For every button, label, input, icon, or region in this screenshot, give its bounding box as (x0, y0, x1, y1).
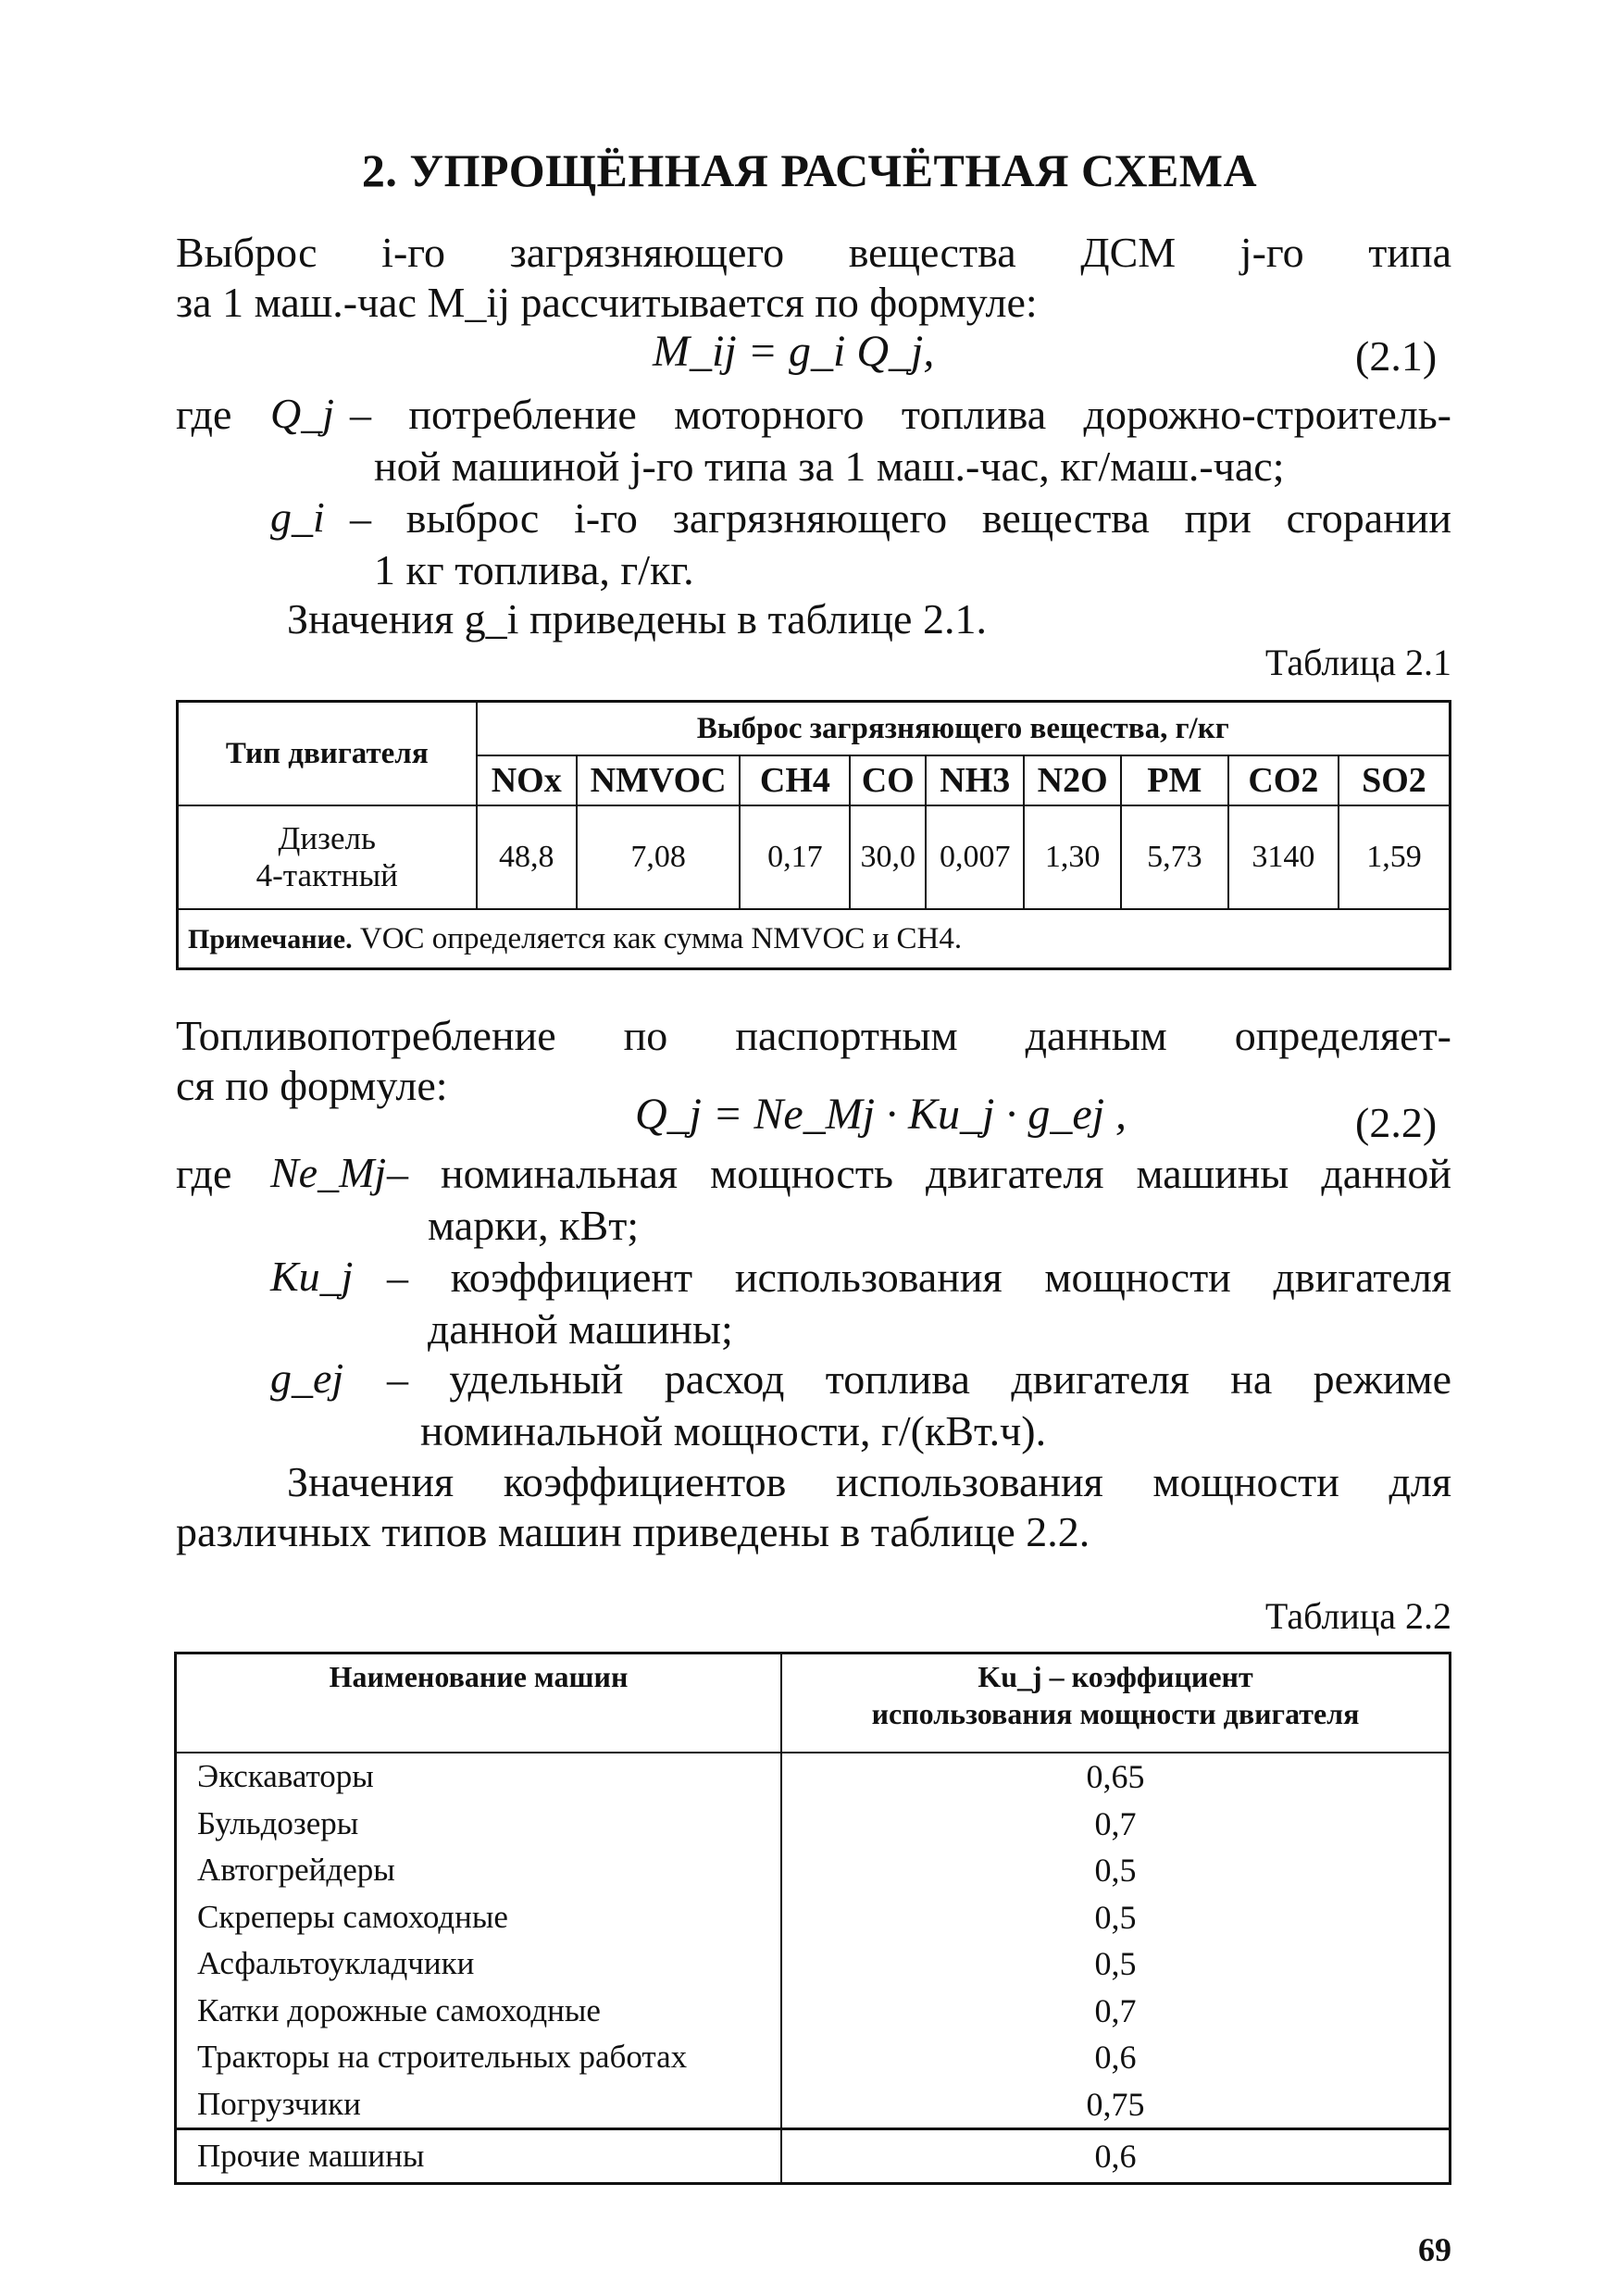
table-row-other (176, 2129, 1451, 2184)
intro-paragraph (176, 228, 1451, 328)
page-number: 69 (1418, 2231, 1451, 2268)
formula-2-1-number: (2.1) (1355, 332, 1438, 380)
table-row (176, 1847, 1451, 1894)
machine-name: Скреперы самоходные (176, 1894, 782, 1941)
table-row (176, 1753, 1451, 1801)
col-so2: SO2 (1339, 755, 1451, 805)
value-co2: 3140 (1228, 805, 1339, 909)
coef-paragraph (176, 1457, 1451, 1557)
col-machine-name: Наименование машин (176, 1653, 782, 1753)
machine-value: 0,65 (781, 1753, 1451, 1801)
note-label: Примечание. (188, 923, 353, 955)
machine-value: 0,5 (781, 1847, 1451, 1894)
table-row (176, 1940, 1451, 1988)
value-so2: 1,59 (1339, 805, 1451, 909)
table-row (176, 1988, 1451, 2035)
note-text: VOC определяется как сумма NMVOC и CH4. (359, 921, 963, 955)
intro-line-2: за 1 маш.-час M_ij рассчитывается по формуле: (176, 279, 1038, 326)
col-nox: NOx (477, 755, 577, 805)
machine-name: Асфальтоукладчики (176, 1940, 782, 1988)
definition-g-i: – выброс i-го загрязняющего вещества при сгорании 1 кг топлива, г/кг. (350, 494, 1451, 593)
machine-value: 0,7 (781, 1988, 1451, 2035)
symbol-g-i: g_i (270, 493, 325, 541)
value-n2o: 1,30 (1024, 805, 1120, 909)
value-nmvoc: 7,08 (577, 805, 740, 909)
col-coefficient: Ku_j – коэффициент использования мощности двигателя (781, 1653, 1451, 1753)
value-nox: 48,8 (477, 805, 577, 909)
table-row (176, 2034, 1451, 2081)
machine-value: 0,7 (781, 1801, 1451, 1848)
value-nh3: 0,007 (926, 805, 1024, 909)
fuel-line-2: ся по формуле: (176, 1062, 448, 1109)
table-row (176, 1894, 1451, 1941)
formula-2-1: M_ij = g_i Q_j, (653, 327, 935, 376)
value-ch4: 0,17 (740, 805, 850, 909)
col-engine-type: Тип двигателя (178, 702, 477, 806)
col-co2: CO2 (1228, 755, 1339, 805)
where-label-1: где (176, 391, 232, 438)
symbol-ku-j: Ku_j (270, 1253, 354, 1300)
definition-g-ej: – удельный расход топлива двигателя на режиме номинальной мощности, г/(кВт.ч). (387, 1355, 1451, 1454)
formula-2-2-number: (2.2) (1355, 1099, 1438, 1146)
machine-name: Погрузчики (176, 2081, 782, 2129)
machine-name: Бульдозеры (176, 1801, 782, 1848)
symbol-g-ej: g_ej (270, 1354, 344, 1402)
machine-value: 0,75 (781, 2081, 1451, 2129)
intro-line-1: Выброс i-го загрязняющего вещества ДСМ j-го типа (176, 229, 1451, 276)
fuel-line-1: Топливопотребление по паспортным данным определяет- (176, 1012, 1451, 1059)
col-n2o: N2O (1024, 755, 1120, 805)
coef-line-2: различных типов машин приведены в таблице 2.2. (176, 1508, 1090, 1555)
definition-q-j: – потребление моторного топлива дорожно-строитель- ной машиной j-го типа за 1 маш.-час, кг/маш.-час; (350, 391, 1451, 490)
table-row (176, 2081, 1451, 2129)
machine-name: Тракторы на строительных работах (176, 2034, 782, 2081)
definition-ne-mj: – номинальная мощность двигателя машины данной марки, кВт; (387, 1150, 1451, 1249)
col-pm: PM (1121, 755, 1228, 805)
value-pm: 5,73 (1121, 805, 1228, 909)
definition-ku-j: – коэффициент использования мощности двигателя данной машины; (387, 1254, 1451, 1353)
table-2-2-label: Таблица 2.2 (1264, 1595, 1451, 1637)
table-2-2 (174, 1652, 1451, 2185)
symbol-ne-mj: Ne_Mj (270, 1149, 387, 1196)
section-heading: 2. УПРОЩЁННАЯ РАСЧЁТНАЯ СХЕМА (361, 144, 1258, 196)
machine-value: 0,5 (781, 1894, 1451, 1941)
table-row (176, 1801, 1451, 1848)
col-nh3: NH3 (926, 755, 1024, 805)
machine-name: Катки дорожные самоходные (176, 1988, 782, 2035)
machine-name: Экскаваторы (176, 1753, 782, 1801)
values-note: Значения g_i приведены в таблице 2.1. (287, 595, 987, 643)
table-row (178, 805, 1451, 909)
machine-value: 0,5 (781, 1940, 1451, 1988)
where-label-2: где (176, 1150, 232, 1197)
table-note (178, 909, 1451, 969)
table-2-1 (176, 700, 1451, 970)
col-ch4: CH4 (740, 755, 850, 805)
symbol-q-j: Q_j (270, 390, 334, 437)
machine-value: 0,6 (781, 2034, 1451, 2081)
machine-name: Автогрейдеры (176, 1847, 782, 1894)
machine-value: 0,6 (781, 2129, 1451, 2184)
col-co: CO (850, 755, 926, 805)
formula-2-2: Q_j = Ne_Mj · Ku_j · g_ej , (635, 1090, 1127, 1139)
machine-name: Прочие машины (176, 2129, 782, 2184)
coef-line-1: Значения коэффициентов использования мощности для (287, 1458, 1451, 1505)
group-header: Выброс загрязняющего вещества, г/кг (477, 702, 1451, 756)
engine-cell: Дизель 4-тактный (178, 805, 477, 909)
col-nmvoc: NMVOC (577, 755, 740, 805)
table-2-1-label: Таблица 2.1 (1264, 642, 1451, 683)
value-co: 30,0 (850, 805, 926, 909)
